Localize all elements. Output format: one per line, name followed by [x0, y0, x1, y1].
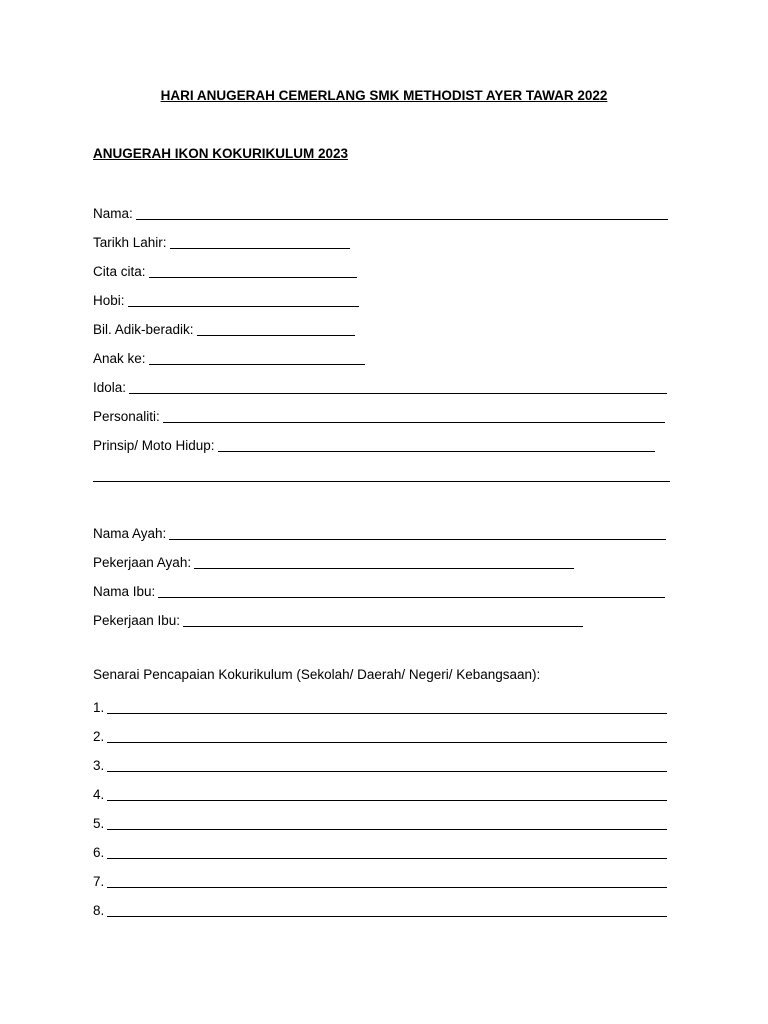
achievement-item[interactable]: [93, 754, 667, 774]
achievements-heading: Senarai Pencapaian Kokurikulum (Sekolah/ Daerah/ Negeri/ Kebangsaan):: [93, 667, 541, 682]
field-prinsip-moto-hidup[interactable]: [93, 434, 655, 454]
field-pekerjaan-ayah[interactable]: [93, 551, 574, 571]
item-number: 8.: [93, 903, 105, 918]
achievement-item[interactable]: [93, 812, 667, 832]
field-value-line[interactable]: [107, 713, 667, 714]
field-label: Hobi:: [93, 293, 125, 308]
field-personaliti[interactable]: [93, 405, 665, 425]
field-label: Nama Ayah:: [93, 526, 167, 541]
field-label: Anak ke:: [93, 351, 146, 366]
field-anak-ke[interactable]: [93, 347, 365, 367]
field-label: Prinsip/ Moto Hidup:: [93, 438, 215, 453]
field-hobi[interactable]: [93, 289, 359, 309]
field-value-line[interactable]: [169, 539, 666, 540]
field-value-line[interactable]: [163, 422, 665, 423]
field-value-line[interactable]: [136, 219, 668, 220]
field-label: Bil. Adik-beradik:: [93, 322, 194, 337]
field-nama[interactable]: [93, 202, 668, 222]
item-number: 1.: [93, 700, 105, 715]
achievement-item[interactable]: [93, 725, 667, 745]
field-nama-ayah[interactable]: [93, 522, 666, 542]
document-subtitle: ANUGERAH IKON KOKURIKULUM 2023: [93, 146, 349, 161]
achievement-item[interactable]: [93, 899, 667, 919]
field-value-line[interactable]: [107, 887, 667, 888]
item-number: 4.: [93, 787, 105, 802]
achievement-item[interactable]: [93, 696, 667, 716]
field-nama-ibu[interactable]: [93, 580, 665, 600]
field-pekerjaan-ibu[interactable]: [93, 609, 583, 629]
field-label: Personaliti:: [93, 409, 160, 424]
item-number: 6.: [93, 845, 105, 860]
field-value-line[interactable]: [183, 626, 583, 627]
continuation-line[interactable]: [93, 481, 670, 482]
field-value-line[interactable]: [107, 771, 667, 772]
field-value-line[interactable]: [107, 916, 667, 917]
field-label: Nama Ibu:: [93, 584, 156, 599]
field-value-line[interactable]: [197, 335, 355, 336]
field-label: Cita cita:: [93, 264, 146, 279]
field-value-line[interactable]: [218, 451, 655, 452]
achievement-item[interactable]: [93, 870, 667, 890]
item-number: 3.: [93, 758, 105, 773]
field-label: Pekerjaan Ayah:: [93, 555, 192, 570]
field-label: Tarikh Lahir:: [93, 235, 167, 250]
field-bil-adik-beradik[interactable]: [93, 318, 355, 338]
field-tarikh-lahir[interactable]: [93, 231, 350, 251]
field-value-line[interactable]: [107, 800, 667, 801]
field-value-line[interactable]: [149, 277, 357, 278]
item-number: 5.: [93, 816, 105, 831]
field-value-line[interactable]: [107, 829, 667, 830]
field-value-line[interactable]: [149, 364, 365, 365]
field-value-line[interactable]: [107, 858, 667, 859]
field-label: Pekerjaan Ibu:: [93, 613, 181, 628]
field-cita-cita[interactable]: [93, 260, 357, 280]
document-title: HARI ANUGERAH CEMERLANG SMK METHODIST AYER TAWAR 2022: [160, 88, 608, 103]
field-value-line[interactable]: [128, 306, 359, 307]
achievement-item[interactable]: [93, 783, 667, 803]
field-label: Idola:: [93, 380, 127, 395]
field-value-line[interactable]: [194, 568, 574, 569]
field-value-line[interactable]: [107, 742, 667, 743]
item-number: 7.: [93, 874, 105, 889]
field-idola[interactable]: [93, 376, 667, 396]
field-value-line[interactable]: [129, 393, 667, 394]
field-value-line[interactable]: [158, 597, 665, 598]
field-label: Nama:: [93, 206, 133, 221]
achievement-item[interactable]: [93, 841, 667, 861]
item-number: 2.: [93, 729, 105, 744]
field-value-line[interactable]: [170, 248, 350, 249]
